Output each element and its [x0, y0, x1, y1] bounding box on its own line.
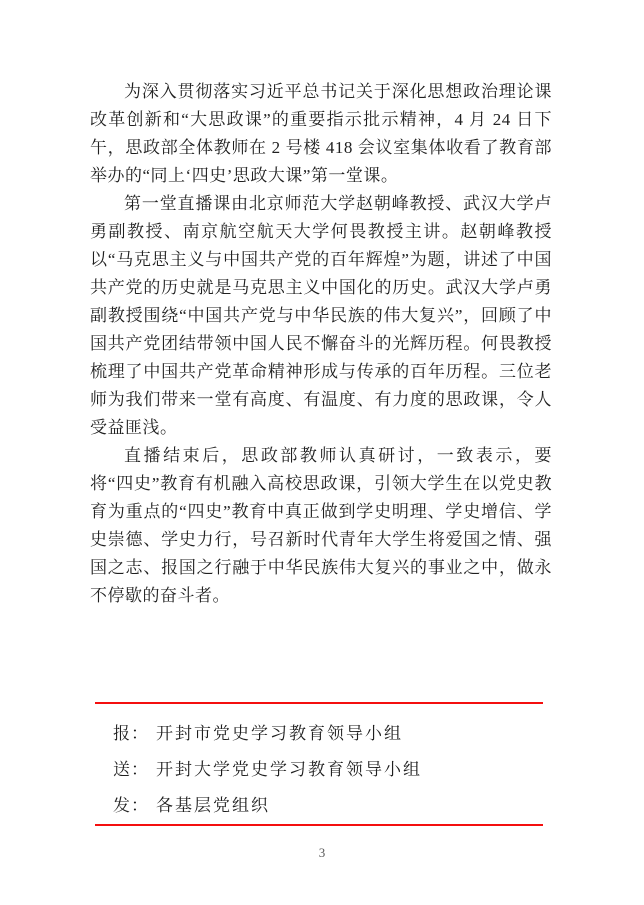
- issue-to-value: 各基层党组织: [156, 795, 270, 815]
- send-to-value: 开封大学党史学习教育领导小组: [156, 759, 422, 779]
- page-number: 3: [318, 845, 326, 860]
- paragraph-1: 为深入贯彻落实习近平总书记关于深化思想政治理论课改革创新和“大思政课”的重要指示批示精神，4 月 24 日下午，思政部全体教师在 2 号楼 418 会议室集体收看了教育部举办的“同上‘四史’思政大课”第一堂课。: [90, 82, 552, 185]
- report-to-row: [113, 713, 543, 749]
- report-to-label: 报：: [113, 723, 149, 743]
- document-body: [90, 78, 552, 610]
- report-to-value: 开封市党史学习教育领导小组: [156, 723, 403, 743]
- issue-to-row: [113, 785, 543, 821]
- paragraph-3: 直播结束后，思政部教师认真研讨，一致表示，要将“四史”教育有机融入高校思政课，引领大学生在以党史教育为重点的“四史”教育中真正做到学史明理、学史增信、学史崇德、学史力行，号召新时代青年大学生将爱国之情、强国之志、报国之行融于中华民族伟大复兴的事业之中，做永不停歇的奋斗者。: [90, 446, 552, 605]
- send-to-row: [113, 749, 543, 785]
- distribution-block: [95, 702, 543, 826]
- issue-to-label: 发：: [113, 795, 149, 815]
- paragraph-2: 第一堂直播课由北京师范大学赵朝峰教授、武汉大学卢勇副教授、南京航空航天大学何畏教授主讲。赵朝峰教授以“马克思主义与中国共产党的百年辉煌”为题，讲述了中国共产党的历史就是马克思主义中国化的历史。武汉大学卢勇副教授围绕“中国共产党与中华民族的伟大复兴”，回顾了中国共产党团结带领中国人民不懈奋斗的光辉历程。何畏教授梳理了中国共产党革命精神形成与传承的百年历程。三位老师为我们带来一堂有高度、有温度、有力度的思政课，令人受益匪浅。: [90, 194, 552, 437]
- send-to-label: 送：: [113, 759, 149, 779]
